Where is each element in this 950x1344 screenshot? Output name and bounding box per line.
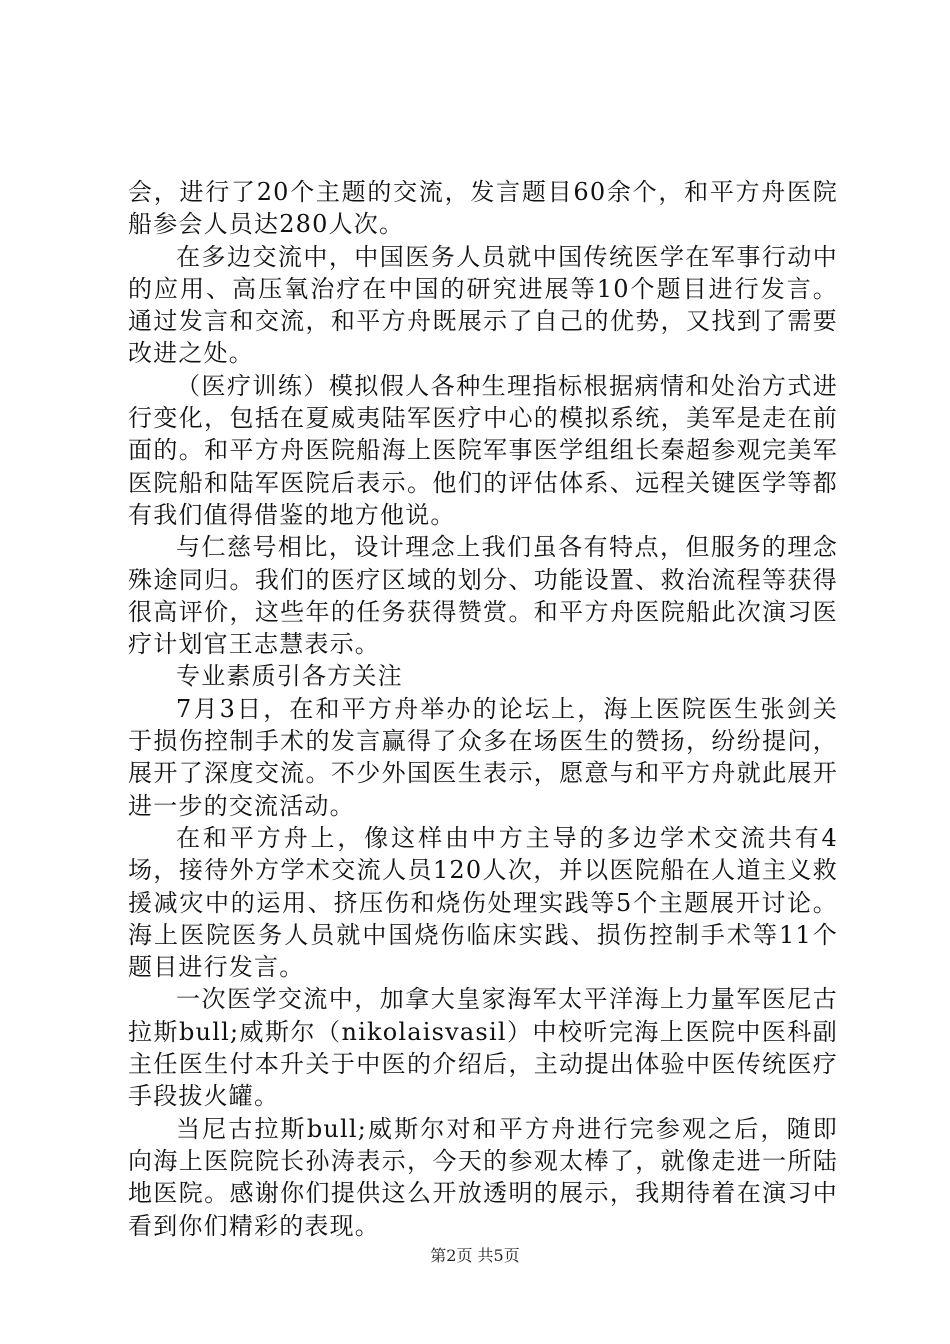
paragraph-multilateral-exchange: 在多边交流中，中国医务人员就中国传统医学在军事行动中的应用、高压氧治疗在中国的研究进展等10个题目进行发言。通过发言和交流，和平方舟既展示了自己的优势，又找到了需要改进之处。 bbox=[128, 242, 838, 368]
paragraph-cupping: 一次医学交流中，加拿大皇家海军太平洋海上力量军医尼古拉斯bull;威斯尔（nikolaisvasil）中校听完海上医院中医科副主任医生付本升关于中医的介绍后，主动提出体验中医传统医疗手段拔火罐。 bbox=[128, 985, 838, 1111]
paragraph-academic-exchange: 在和平方舟上，像这样由中方主导的多边学术交流共有4场，接待外方学术交流人员120人次，并以医院船在人道主义救援减灾中的运用、挤压伤和烧伤处理实践等5个主题展开讨论。海上医院医务人员就中国烧伤临床实践、损伤控制手术等11个题目进行发言。 bbox=[128, 823, 838, 982]
paragraph-medical-training: （医疗训练）模拟假人各种生理指标根据病情和处治方式进行变化，包括在夏威夷陆军医疗中心的模拟系统，美军是走在前面的。和平方舟医院船海上医院军事医学组组长秦超参观完美军医院船和陆军医院后表示。他们的评估体系、远程关键医学等都有我们值得借鉴的地方他说。 bbox=[128, 371, 838, 529]
paragraph-visit-remark: 当尼古拉斯bull;威斯尔对和平方舟进行完参观之后，随即向海上医院院长孙涛表示，今天的参观太棒了，就像走进一所陆地医院。感谢你们提供这么开放透明的展示，我期待着在演习中看到你们精彩的表现。 bbox=[128, 1114, 838, 1240]
paragraph-continuation: 会，进行了20个主题的交流，发言题目60余个，和平方舟医院船参会人员达280人次。 bbox=[128, 178, 838, 239]
section-heading: 专业素质引各方关注 bbox=[176, 662, 403, 691]
paragraph-mercy-comparison: 与仁慈号相比，设计理念上我们虽各有特点，但服务的理念殊途同归。我们的医疗区域的划分、功能设置、救治流程等获得很高评价，这些年的任务获得赞赏。和平方舟医院船此次演习医疗计划官王志慧表示。 bbox=[128, 533, 838, 659]
paragraph-forum: 7月3日，在和平方舟举办的论坛上，海上医院医生张剑关于损伤控制手术的发言赢得了众多在场医生的赞扬，纷纷提问，展开了深度交流。不少外国医生表示，愿意与和平方舟就此展开进一步的交流活动。 bbox=[128, 694, 838, 820]
page-number-footer: 第2页 共5页 bbox=[430, 1246, 520, 1265]
document-body bbox=[128, 176, 838, 1242]
